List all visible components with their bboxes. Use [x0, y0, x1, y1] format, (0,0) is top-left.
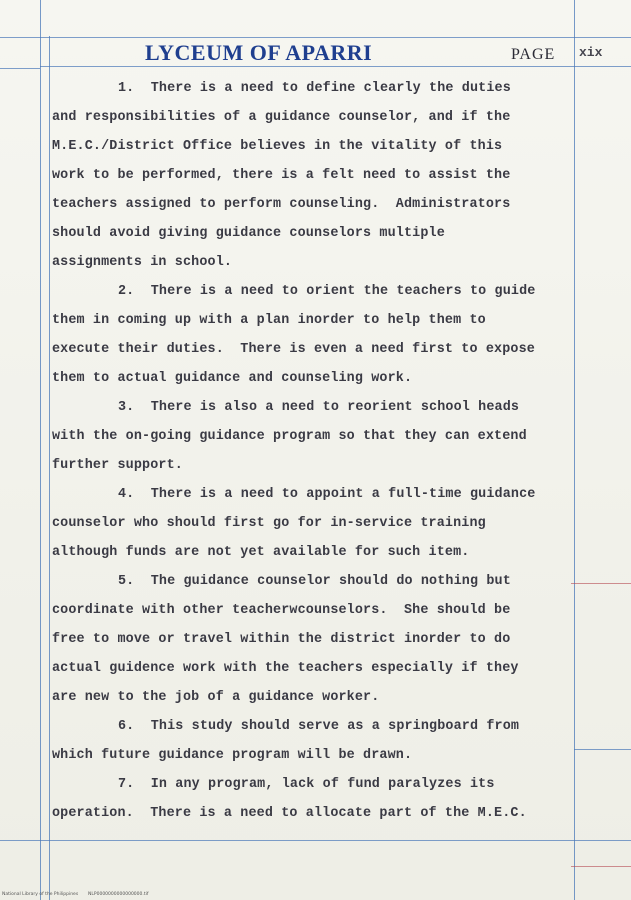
text-line: with the on-going guidance program so that they can extend — [52, 429, 527, 444]
text-line: them in coming up with a plan inorder to help them to — [52, 313, 486, 328]
text-line: 4. There is a need to appoint a full-time guidance — [118, 487, 536, 502]
left-margin-mark — [0, 68, 40, 69]
text-line: them to actual guidance and counseling work. — [52, 371, 413, 386]
red-margin-mark-2 — [571, 866, 631, 867]
text-line: 7. In any program, lack of fund paralyzes its — [118, 777, 495, 792]
bottom-rule — [0, 840, 631, 841]
text-line: operation. There is a need to allocate part of the M.E.C. — [52, 806, 527, 821]
text-line: are new to the job of a guidance worker. — [52, 690, 380, 705]
text-line: which future guidance program will be drawn. — [52, 748, 413, 763]
text-line: 6. This study should serve as a springboard from — [118, 719, 520, 734]
left-margin-rule — [40, 0, 41, 900]
top-rule-left — [0, 37, 40, 38]
page-title: LYCEUM OF APARRI — [145, 40, 373, 65]
text-line: teachers assigned to perform counseling. Administrators — [52, 197, 511, 212]
footer-file: NLP0000000000000000.tif — [88, 892, 149, 897]
text-line: free to move or travel within the district inorder to do — [52, 632, 511, 647]
footer-source: National Library of the Philippines — [2, 892, 79, 897]
header-top-rule — [40, 37, 631, 38]
text-line: actual guidence work with the teachers especially if they — [52, 661, 519, 676]
page-label: PAGE — [511, 46, 556, 63]
text-line: and responsibilities of a guidance counselor, and if the — [52, 110, 511, 125]
text-line: 2. There is a need to orient the teachers to guide — [118, 284, 536, 299]
body-text — [52, 74, 582, 828]
text-line: 1. There is a need to define clearly the duties — [118, 81, 511, 96]
header-bottom-rule — [40, 66, 631, 67]
text-line: work to be performed, there is a felt need to assist the — [52, 168, 511, 183]
text-line: coordinate with other teacherwcounselors. She should be — [52, 603, 511, 618]
text-line: execute their duties. There is even a need first to expose — [52, 342, 535, 357]
right-margin-mark — [574, 749, 631, 750]
text-line: M.E.C./District Office believes in the vitality of this — [52, 139, 503, 154]
page-number: xix — [579, 45, 603, 60]
text-line: assignments in school. — [52, 255, 233, 270]
left-inner-rule — [49, 36, 50, 900]
text-line: counselor who should first go for in-service training — [52, 516, 486, 531]
text-line: 5. The guidance counselor should do nothing but — [118, 574, 511, 589]
text-line: should avoid giving guidance counselors multiple — [52, 226, 445, 241]
text-line: further support. — [52, 458, 183, 473]
text-line: although funds are not yet available for such item. — [52, 545, 470, 560]
text-line: 3. There is also a need to reorient school heads — [118, 400, 520, 415]
